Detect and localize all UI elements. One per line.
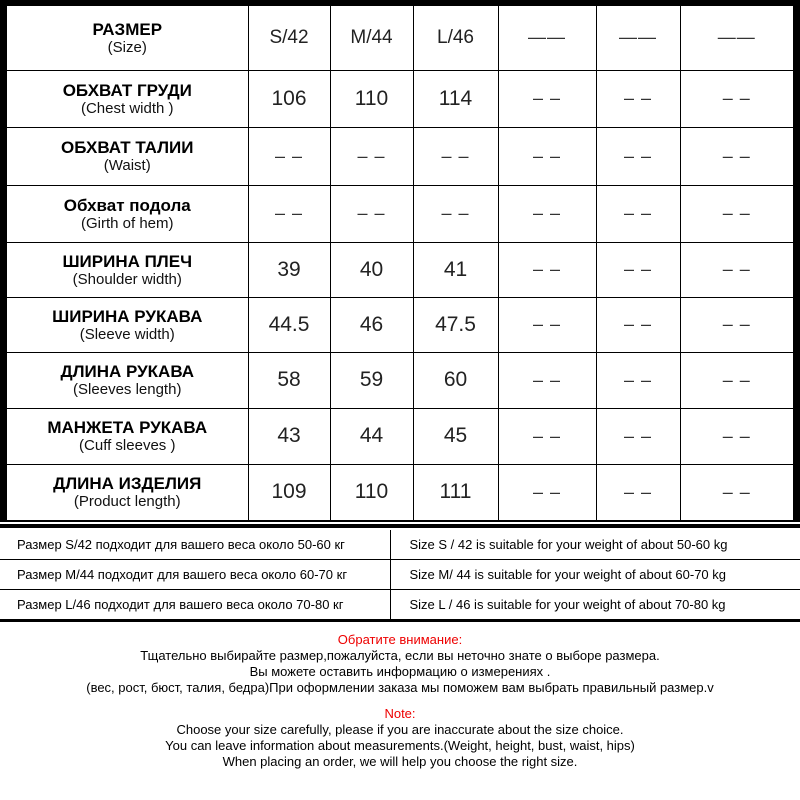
label-ru: ДЛИНА ИЗДЕЛИЯ [53,474,202,494]
weight-en: Size L / 46 is suitable for your weight of about 70-80 kg [390,590,800,621]
measurement-label-cell [7,297,248,352]
measurement-value: – – [357,203,386,223]
measurement-value: – – [623,203,653,223]
table-row [7,352,793,408]
label-ru: ШИРИНА РУКАВА [52,306,203,326]
table-row [7,185,793,242]
weight-en: Size S / 42 is suitable for your weight of about 50-60 kg [390,530,800,560]
measurement-label-cell [7,242,248,297]
value-cell [596,185,680,242]
value-cell [498,408,596,464]
measurement-value: – – [274,145,304,166]
value-cell [680,408,793,464]
value-cell [248,352,330,408]
size-label: —— [528,27,566,48]
measurement-value: – – [623,259,653,279]
table-row [7,70,793,127]
weight-ru: Размер L/46 подходит для вашего веса около 70-80 кг [0,590,390,621]
measurement-value: – – [722,425,751,446]
value-cell [596,352,680,408]
value-cell [413,297,498,352]
value-cell [330,185,413,242]
size-header-cell [330,6,413,70]
table-row [7,408,793,464]
label-ru: ДЛИНА РУКАВА [60,362,195,381]
value-cell [330,127,413,185]
value-cell [330,352,413,408]
divider [0,524,800,528]
measurement-value: – – [441,145,470,166]
measurement-value: 110 [354,480,389,504]
label-en: (Cuff sleeves ) [79,437,176,454]
measurement-value: 44.5 [268,312,310,336]
size-label: —— [619,27,657,48]
value-cell [680,185,793,242]
value-cell [498,297,596,352]
measurement-value: 114 [438,86,473,110]
measurement-value: 59 [359,368,384,391]
value-cell [248,297,330,352]
value-cell [330,408,413,464]
measurement-value: 106 [271,86,307,110]
measurement-value: – – [532,88,562,108]
measurement-label-cell [7,127,248,185]
measurement-value: – – [623,481,653,502]
table-row [7,297,793,352]
value-cell [498,352,596,408]
value-cell [330,297,413,352]
measurement-value: – – [532,259,562,279]
label-ru: ОБХВАТ ТАЛИИ [61,138,194,157]
measurement-value: – – [623,88,653,108]
measurement-value: – – [623,314,653,334]
label-ru: Обхват подола [63,195,191,215]
header-label-cell [7,6,248,70]
measurement-value: – – [532,145,562,166]
measurement-value: – – [357,145,386,166]
label-ru: ОБХВАТ ГРУДИ [62,80,192,100]
measurement-value: 41 [443,257,468,281]
measurement-value: 39 [277,257,301,281]
measurement-value: 60 [443,368,468,391]
size-header-cell [413,6,498,70]
value-cell [596,408,680,464]
value-cell [248,408,330,464]
size-chart-table [7,6,793,520]
value-cell [680,242,793,297]
table-row [7,127,793,185]
value-cell [330,70,413,127]
ru-note-line: (вес, рост, бюст, талия, бедра)При оформлении заказа мы поможем вам выбрать правильный размер.v [86,680,714,695]
value-cell [413,242,498,297]
value-cell [413,70,498,127]
measurement-label-cell [7,185,248,242]
measurement-value: – – [532,481,562,502]
label-ru: МАНЖЕТА РУКАВА [47,418,208,437]
measurement-value: 58 [277,368,301,391]
size-header-cell [248,6,330,70]
measurement-value: – – [532,203,562,223]
measurement-value: – – [722,203,751,223]
measurement-value: – – [623,425,653,446]
ru-note-line: Тщательно выбирайте размер,пожалуйста, если вы неточно знате о выборе размера. [140,648,660,663]
size-header-cell [498,6,596,70]
value-cell [413,127,498,185]
value-cell [248,70,330,127]
value-cell [680,464,793,520]
measurement-value: 43 [277,424,301,447]
size-label: L/46 [437,26,474,48]
en-note-title: Note: [384,706,416,721]
weight-row [0,530,800,560]
measurement-value: – – [722,88,751,108]
value-cell [413,408,498,464]
header-row [7,6,793,70]
measurement-value: – – [623,369,653,390]
measurement-value: – – [441,203,470,223]
label-ru: РАЗМЕР [92,19,163,39]
label-en: (Shoulder width) [72,270,182,288]
size-label: —— [717,27,756,48]
label-en: (Sleeve width) [79,325,175,343]
ru-note-title: Обратите внимание: [337,632,463,647]
label-en: (Chest width ) [80,99,174,117]
value-cell [498,185,596,242]
label-ru: ШИРИНА ПЛЕЧ [62,251,193,271]
weight-row [0,560,800,590]
value-cell [413,185,498,242]
value-cell [498,464,596,520]
value-cell [248,185,330,242]
value-cell [596,70,680,127]
label-en: (Product length) [73,493,181,511]
value-cell [596,127,680,185]
notes-section [0,632,800,770]
value-cell [680,297,793,352]
measurement-label-cell [7,352,248,408]
value-cell [498,70,596,127]
measurement-label-cell [7,408,248,464]
weight-row [0,590,800,621]
en-note-line: You can leave information about measurements.(Weight, height, bust, waist, hips) [165,738,635,753]
en-note-line: Choose your size carefully, please if you are inaccurate about the size choice. [176,722,624,737]
measurement-value: – – [623,145,653,166]
value-cell [596,464,680,520]
measurement-value: – – [722,314,751,334]
weight-ru: Размер M/44 подходит для вашего веса около 60-70 кг [0,560,390,590]
measurement-value: – – [532,369,562,390]
value-cell [680,70,793,127]
size-label: M/44 [350,26,393,48]
measurement-label-cell [7,70,248,127]
value-cell [413,464,498,520]
measurement-value: – – [722,145,751,166]
value-cell [248,242,330,297]
measurement-value: 109 [271,480,307,504]
measurement-value: – – [274,203,304,223]
measurement-value: – – [722,481,751,502]
table-row [7,242,793,297]
measurement-label-cell [7,464,248,520]
value-cell [596,297,680,352]
measurement-value: – – [722,369,751,390]
measurement-value: – – [722,259,751,279]
measurement-value: – – [532,425,562,446]
value-cell [680,127,793,185]
value-cell [248,127,330,185]
size-header-cell [680,6,793,70]
value-cell [413,352,498,408]
value-cell [498,127,596,185]
value-cell [498,242,596,297]
measurement-value: 47.5 [435,312,476,336]
size-header-cell [596,6,680,70]
weight-guide-table [0,530,800,622]
label-en: (Sleeves length) [73,381,182,398]
label-en: (Waist) [103,157,151,174]
measurement-value: 44 [359,424,384,447]
table-row [7,464,793,520]
label-en: (Size) [107,38,147,56]
weight-ru: Размер S/42 подходит для вашего веса около 50-60 кг [0,530,390,560]
value-cell [330,464,413,520]
measurement-value: 46 [359,312,384,336]
value-cell [248,464,330,520]
value-cell [596,242,680,297]
value-cell [680,352,793,408]
measurement-value: 45 [443,424,468,447]
weight-en: Size M/ 44 is suitable for your weight of about 60-70 kg [390,560,800,590]
en-note-line: When placing an order, we will help you choose the right size. [222,754,578,769]
measurement-value: – – [532,314,562,334]
measurement-value: 40 [359,257,384,281]
value-cell [330,242,413,297]
measurement-value: 110 [354,86,389,110]
ru-note-line: Вы можете оставить информацию о измерениях . [249,664,551,679]
size-label: S/42 [269,26,309,48]
measurement-value: 111 [439,480,472,504]
label-en: (Girth of hem) [80,214,174,232]
